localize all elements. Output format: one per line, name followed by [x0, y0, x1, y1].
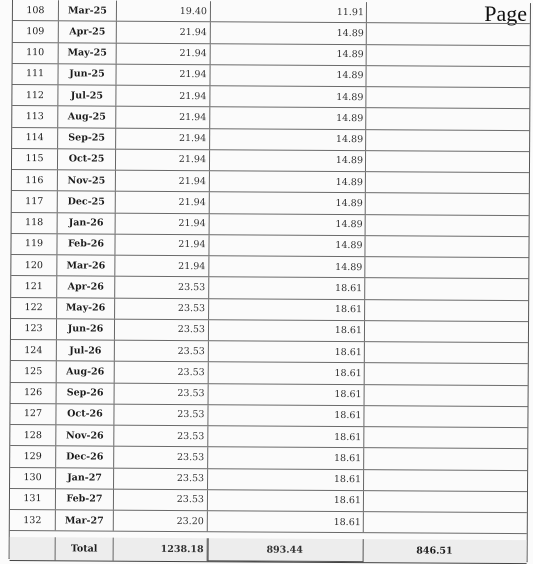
total-num-cell — [10, 537, 56, 560]
row-number-cell: 128 — [10, 425, 56, 446]
row-number-cell: 121 — [11, 276, 57, 297]
value-a-cell: 23.53 — [115, 298, 209, 319]
value-c-cell — [364, 512, 527, 533]
value-b-cell: 18.61 — [208, 490, 364, 511]
month-cell: Dec-25 — [58, 192, 116, 213]
month-cell: Jun-26 — [57, 319, 115, 340]
month-cell: May-25 — [59, 43, 117, 64]
value-a-cell: 21.94 — [116, 128, 210, 149]
value-a-cell: 21.94 — [116, 213, 210, 234]
row-number-cell: 125 — [11, 361, 57, 382]
value-a-cell: 23.53 — [115, 383, 209, 404]
value-b-cell: 18.61 — [209, 320, 365, 341]
row-number-cell: 118 — [12, 213, 58, 234]
value-a-cell: 21.94 — [116, 107, 210, 128]
month-cell: Jan-27 — [56, 468, 114, 489]
value-a-cell: 23.53 — [114, 447, 208, 468]
value-c-cell — [366, 108, 529, 129]
value-b-cell: 18.61 — [209, 277, 365, 298]
month-cell: Sep-26 — [57, 383, 115, 404]
value-b-cell: 14.89 — [210, 150, 366, 171]
month-cell: Jun-25 — [58, 64, 116, 85]
value-b-cell: 14.89 — [210, 65, 366, 86]
row-number-cell: 127 — [10, 404, 56, 425]
row-number-cell: 123 — [11, 319, 57, 340]
value-b-cell: 18.61 — [208, 405, 364, 426]
month-cell: Feb-26 — [57, 234, 115, 255]
value-a-cell: 21.94 — [116, 149, 210, 170]
total-row — [10, 537, 527, 564]
value-b-cell: 14.89 — [211, 44, 367, 65]
value-a-cell: 23.53 — [115, 362, 209, 383]
value-c-cell — [366, 130, 529, 151]
value-a-cell: 23.53 — [115, 277, 209, 298]
month-cell: Nov-25 — [58, 170, 116, 191]
value-b-cell: 18.61 — [209, 384, 365, 405]
month-cell: Sep-25 — [58, 128, 116, 149]
value-b-cell: 14.89 — [210, 129, 366, 150]
value-b-cell: 18.61 — [208, 511, 364, 532]
value-a-cell: 23.53 — [115, 341, 209, 362]
value-b-cell: 14.89 — [209, 256, 365, 277]
value-b-cell: 18.61 — [209, 341, 365, 362]
value-a-cell: 21.94 — [115, 234, 209, 255]
value-c-cell — [364, 470, 527, 491]
value-a-cell: 21.94 — [116, 86, 210, 107]
value-b-cell: 14.89 — [210, 214, 366, 235]
value-c-cell — [366, 215, 529, 236]
value-c-cell — [367, 23, 530, 44]
value-a-cell: 23.53 — [114, 468, 208, 489]
value-a-cell: 23.53 — [114, 404, 208, 425]
row-number-cell: 124 — [11, 340, 57, 361]
row-number-cell: 113 — [12, 106, 58, 127]
value-c-cell — [365, 278, 528, 299]
month-cell: Mar-25 — [59, 0, 117, 21]
row-number-cell: 130 — [10, 467, 56, 488]
value-c-cell — [366, 193, 529, 214]
value-b-cell: 14.89 — [211, 22, 367, 43]
value-b-cell: 14.89 — [210, 86, 366, 107]
total-col-b: 893.44 — [208, 538, 364, 562]
value-c-cell — [366, 172, 529, 193]
value-b-cell: 18.61 — [209, 362, 365, 383]
month-cell: Mar-26 — [57, 255, 115, 276]
value-a-cell: 21.94 — [115, 256, 209, 277]
value-c-cell — [365, 321, 528, 342]
value-c-cell — [367, 45, 530, 66]
value-b-cell: 14.89 — [209, 235, 365, 256]
row-number-cell: 129 — [10, 446, 56, 467]
value-a-cell: 23.53 — [114, 489, 208, 510]
row-number-cell: 110 — [13, 43, 59, 64]
value-c-cell — [367, 2, 530, 23]
page-label: Page — [484, 1, 527, 26]
value-c-cell — [366, 87, 529, 108]
row-number-cell: 111 — [12, 64, 58, 85]
value-c-cell — [366, 151, 529, 172]
row-number-cell: 109 — [13, 21, 59, 42]
month-cell: Oct-25 — [58, 149, 116, 170]
value-b-cell: 18.61 — [208, 426, 364, 447]
row-number-cell: 116 — [12, 170, 58, 191]
month-cell: Jan-26 — [58, 213, 116, 234]
value-a-cell: 23.53 — [114, 426, 208, 447]
value-a-cell: 19.40 — [117, 1, 211, 22]
row-number-cell: 119 — [11, 234, 57, 255]
month-cell: Feb-27 — [56, 489, 114, 510]
row-number-cell: 122 — [11, 298, 57, 319]
row-number-cell: 132 — [10, 510, 56, 531]
value-a-cell: 21.94 — [117, 43, 211, 64]
value-b-cell: 18.61 — [208, 469, 364, 490]
value-a-cell: 23.20 — [114, 511, 208, 532]
total-label: Total — [56, 538, 114, 561]
total-col-c: 846.51 — [416, 545, 453, 557]
month-cell: Aug-25 — [58, 107, 116, 128]
value-a-cell: 21.94 — [116, 64, 210, 85]
row-number-cell: 126 — [11, 382, 57, 403]
value-c-cell — [364, 406, 527, 427]
month-cell: Jul-26 — [57, 340, 115, 361]
value-b-cell: 18.61 — [209, 299, 365, 320]
value-a-cell: 21.94 — [116, 192, 210, 213]
value-c-cell — [365, 300, 528, 321]
value-c-cell — [365, 236, 528, 257]
value-a-cell: 23.53 — [115, 319, 209, 340]
value-b-cell: 14.89 — [210, 192, 366, 213]
value-c-cell — [365, 385, 528, 406]
row-number-cell: 117 — [12, 191, 58, 212]
value-c-cell — [365, 257, 528, 278]
month-cell: Nov-26 — [56, 425, 114, 446]
value-b-cell: 14.89 — [210, 107, 366, 128]
row-number-cell: 115 — [12, 149, 58, 170]
row-number-cell: 131 — [10, 489, 56, 510]
month-cell: Jul-25 — [58, 85, 116, 106]
value-a-cell: 21.94 — [117, 22, 211, 43]
value-c-cell — [364, 427, 527, 448]
value-c-cell — [366, 66, 529, 87]
month-cell: Dec-26 — [56, 447, 114, 468]
row-number-cell: 108 — [13, 0, 59, 21]
month-cell: Apr-26 — [57, 277, 115, 298]
row-number-cell: 112 — [12, 85, 58, 106]
total-col-a: 1238.18 — [114, 538, 208, 562]
value-b-cell: 11.91 — [211, 1, 367, 22]
row-number-cell: 120 — [11, 255, 57, 276]
month-cell: Oct-26 — [56, 404, 114, 425]
value-c-cell — [364, 448, 527, 469]
month-cell: May-26 — [57, 298, 115, 319]
ledger-table — [9, 0, 531, 562]
table-row — [10, 510, 527, 534]
month-cell: Apr-25 — [59, 22, 117, 43]
row-number-cell: 114 — [12, 128, 58, 149]
value-b-cell: 18.61 — [208, 447, 364, 468]
value-b-cell: 14.89 — [210, 171, 366, 192]
value-c-cell — [365, 342, 528, 363]
value-c-cell — [365, 363, 528, 384]
month-cell: Mar-27 — [56, 510, 114, 531]
value-a-cell: 21.94 — [116, 171, 210, 192]
month-cell: Aug-26 — [57, 362, 115, 383]
value-c-cell — [364, 491, 527, 512]
